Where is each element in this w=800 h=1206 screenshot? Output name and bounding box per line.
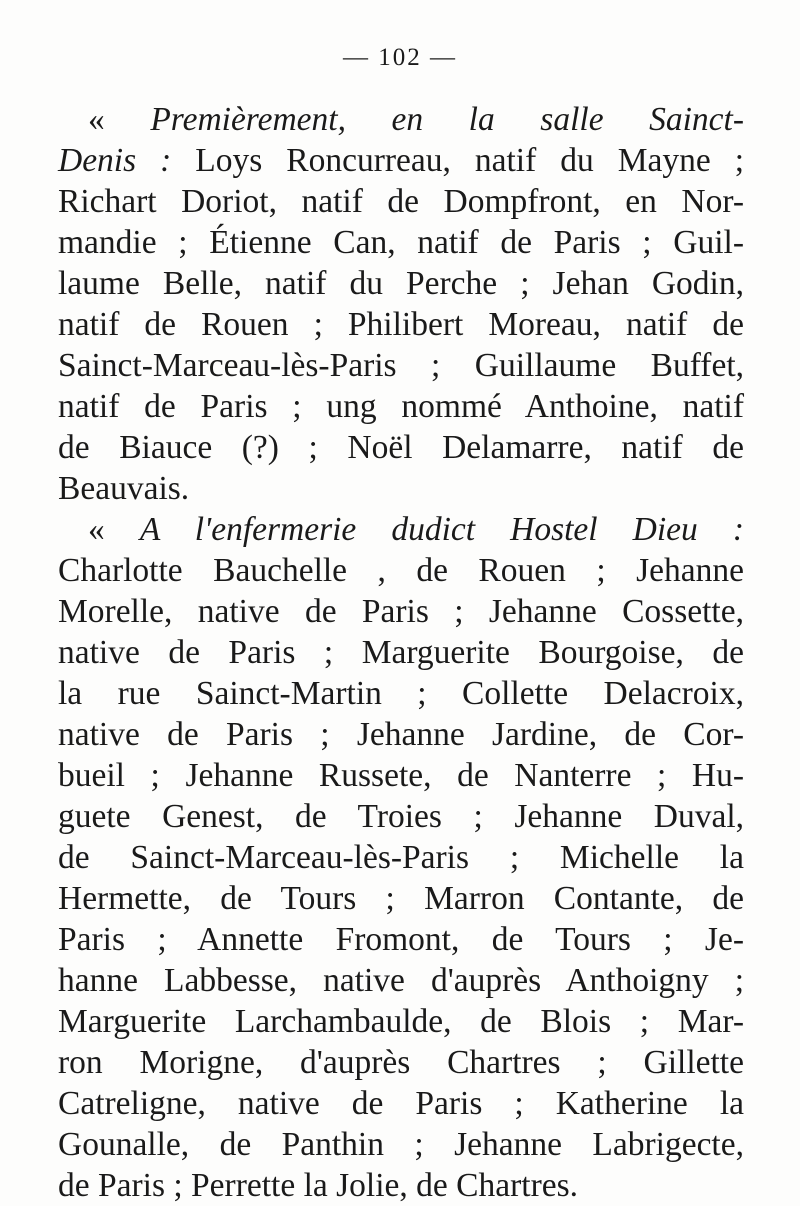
line-text: natif de Rouen ; Philibert Moreau, natif de [58, 306, 744, 343]
text-line [58, 673, 744, 714]
text-line [58, 550, 744, 591]
text-line [58, 222, 744, 263]
line-text: ron Morigne, d'auprès Chartres ; Gillette [58, 1044, 744, 1081]
text-line [58, 386, 744, 427]
text-line [58, 427, 744, 468]
text-line [58, 1042, 744, 1083]
text-line [58, 1165, 744, 1206]
line-text: hanne Labbesse, native d'auprès Anthoigny ; [58, 962, 744, 999]
italic-heading: Premièrement, en la salle Sainct- [150, 101, 744, 138]
line-text: Beauvais. [58, 470, 190, 507]
guillemet: « [88, 101, 151, 138]
text-line [58, 960, 744, 1001]
line-text: Richart Doriot, natif de Dompfront, en Nor- [58, 183, 744, 220]
line-text: Sainct-Marceau-lès-Paris ; Guillaume Buffet, [58, 347, 744, 384]
text-line [58, 181, 744, 222]
line-text: de Sainct-Marceau-lès-Paris ; Michelle la [58, 839, 744, 876]
guillemet: « [88, 511, 140, 548]
line-text: bueil ; Jehanne Russete, de Nanterre ; Hu- [58, 757, 744, 794]
text-line [58, 796, 744, 837]
page-number: — 102 — [343, 44, 457, 71]
text-line [58, 837, 744, 878]
line-text: Charlotte Bauchelle , de Rouen ; Jehanne [58, 552, 744, 589]
text-line [58, 878, 744, 919]
text-line [58, 345, 744, 386]
line-text: Morelle, native de Paris ; Jehanne Cossette, [58, 593, 744, 630]
italic-heading: Denis : [58, 142, 172, 179]
line-text: native de Paris ; Marguerite Bourgoise, de [58, 634, 744, 671]
line-text: laume Belle, natif du Perche ; Jehan Godin, [58, 265, 744, 302]
paragraph [58, 99, 744, 509]
text-line [58, 263, 744, 304]
line-text: native de Paris ; Jehanne Jardine, de Cor- [58, 716, 744, 753]
line-text: Hermette, de Tours ; Marron Contante, de [58, 880, 744, 917]
text-line [58, 632, 744, 673]
text-line [58, 1124, 744, 1165]
line-text: Loys Roncurreau, natif du Mayne ; [171, 142, 745, 179]
text-line [58, 1001, 744, 1042]
text-line [58, 468, 744, 509]
text-line [58, 99, 744, 140]
paragraph [58, 509, 744, 1206]
text-line [58, 755, 744, 796]
text-line [58, 714, 744, 755]
line-text: guete Genest, de Troies ; Jehanne Duval, [58, 798, 744, 835]
italic-heading: A l'enfermerie dudict Hostel Dieu : [139, 511, 744, 548]
text-line [58, 591, 744, 632]
line-text: la rue Sainct-Martin ; Collette Delacroix, [58, 675, 744, 712]
line-text: mandie ; Étienne Can, natif de Paris ; Guil- [58, 224, 744, 261]
text-line [58, 919, 744, 960]
body-text [58, 99, 744, 1206]
line-text: de Paris ; Perrette la Jolie, de Chartres. [58, 1167, 579, 1204]
text-line [58, 509, 744, 550]
text-line [58, 140, 744, 181]
text-line [58, 1083, 744, 1124]
line-text: Catreligne, native de Paris ; Katherine la [58, 1085, 744, 1122]
line-text: de Biauce (?) ; Noël Delamarre, natif de [58, 429, 744, 466]
text-line [58, 304, 744, 345]
line-text: Marguerite Larchambaulde, de Blois ; Mar- [58, 1003, 744, 1040]
line-text: natif de Paris ; ung nommé Anthoine, natif [58, 388, 744, 425]
line-text: Gounalle, de Panthin ; Jehanne Labrigecte, [58, 1126, 744, 1163]
line-text: Paris ; Annette Fromont, de Tours ; Je- [58, 921, 744, 958]
